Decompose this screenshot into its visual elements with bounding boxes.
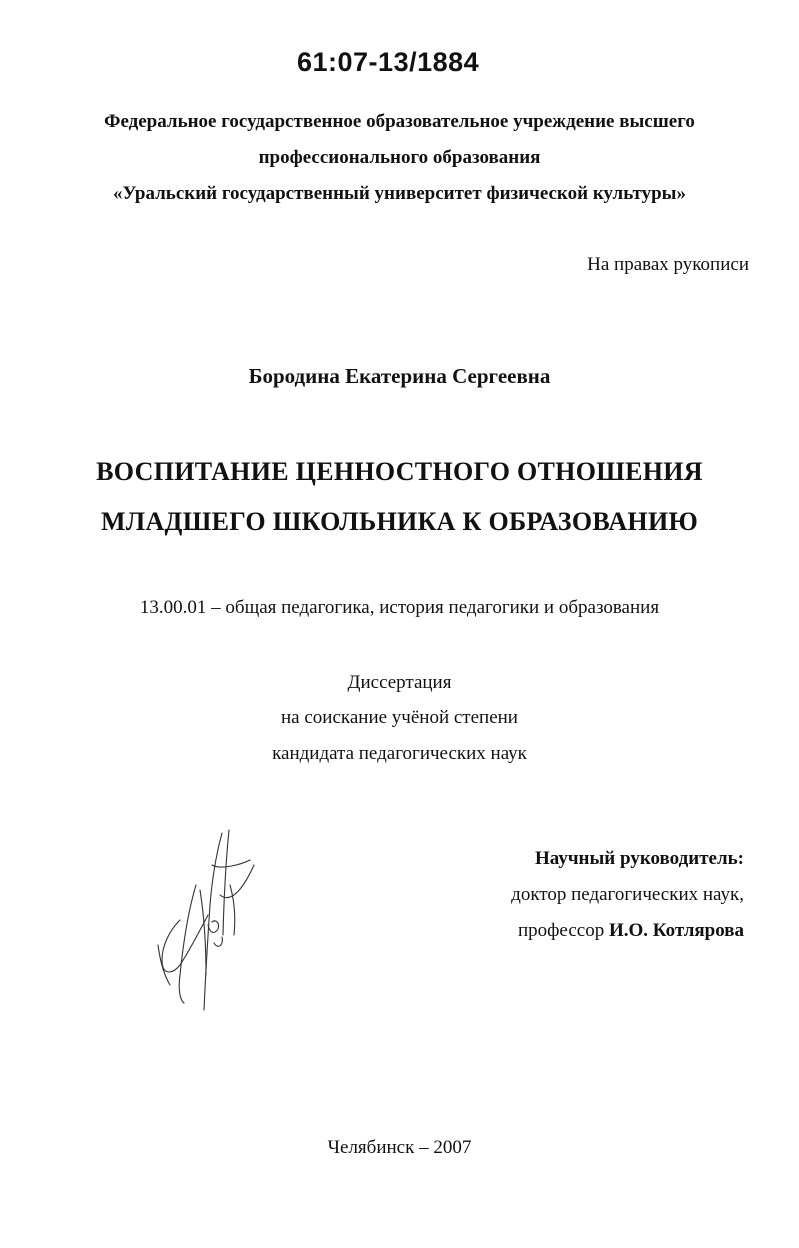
institution-line-1: Федеральное государственное образовательное учреждение высшего bbox=[104, 111, 695, 132]
handwritten-signature-icon bbox=[150, 825, 260, 1020]
dissertation-title-line-1: ВОСПИТАНИЕ ЦЕННОСТНОГО ОТНОШЕНИЯ bbox=[96, 457, 703, 486]
specialty-code: 13.00.01 – общая педагогика, история педагогики и образования bbox=[139, 597, 660, 618]
city-year: Челябинск – 2007 bbox=[327, 1137, 472, 1158]
supervisor-name-line bbox=[518, 920, 744, 942]
supervisor-name: И.О. Котлярова bbox=[608, 920, 744, 941]
degree-line-1: Диссертация bbox=[347, 672, 452, 693]
degree-line-3: кандидата педагогических наук bbox=[272, 743, 527, 764]
dissertation-title-line-2: МЛАДШЕГО ШКОЛЬНИКА К ОБРАЗОВАНИЮ bbox=[100, 507, 699, 536]
institution-line-2: профессионального образования bbox=[258, 147, 541, 168]
degree-line-2: на соискание учёной степени bbox=[281, 707, 518, 728]
catalog-code: 61:07-13/1884 bbox=[297, 47, 480, 77]
supervisor-position: профессор bbox=[517, 920, 605, 941]
supervisor-degree: доктор педагогических наук, bbox=[511, 884, 744, 905]
institution-line-3: «Уральский государственный университет физической культуры» bbox=[113, 183, 686, 204]
author-name: Бородина Екатерина Сергеевна bbox=[248, 364, 551, 388]
manuscript-rights-note: На правах рукописи bbox=[587, 254, 749, 275]
supervisor-heading: Научный руководитель: bbox=[535, 848, 744, 869]
